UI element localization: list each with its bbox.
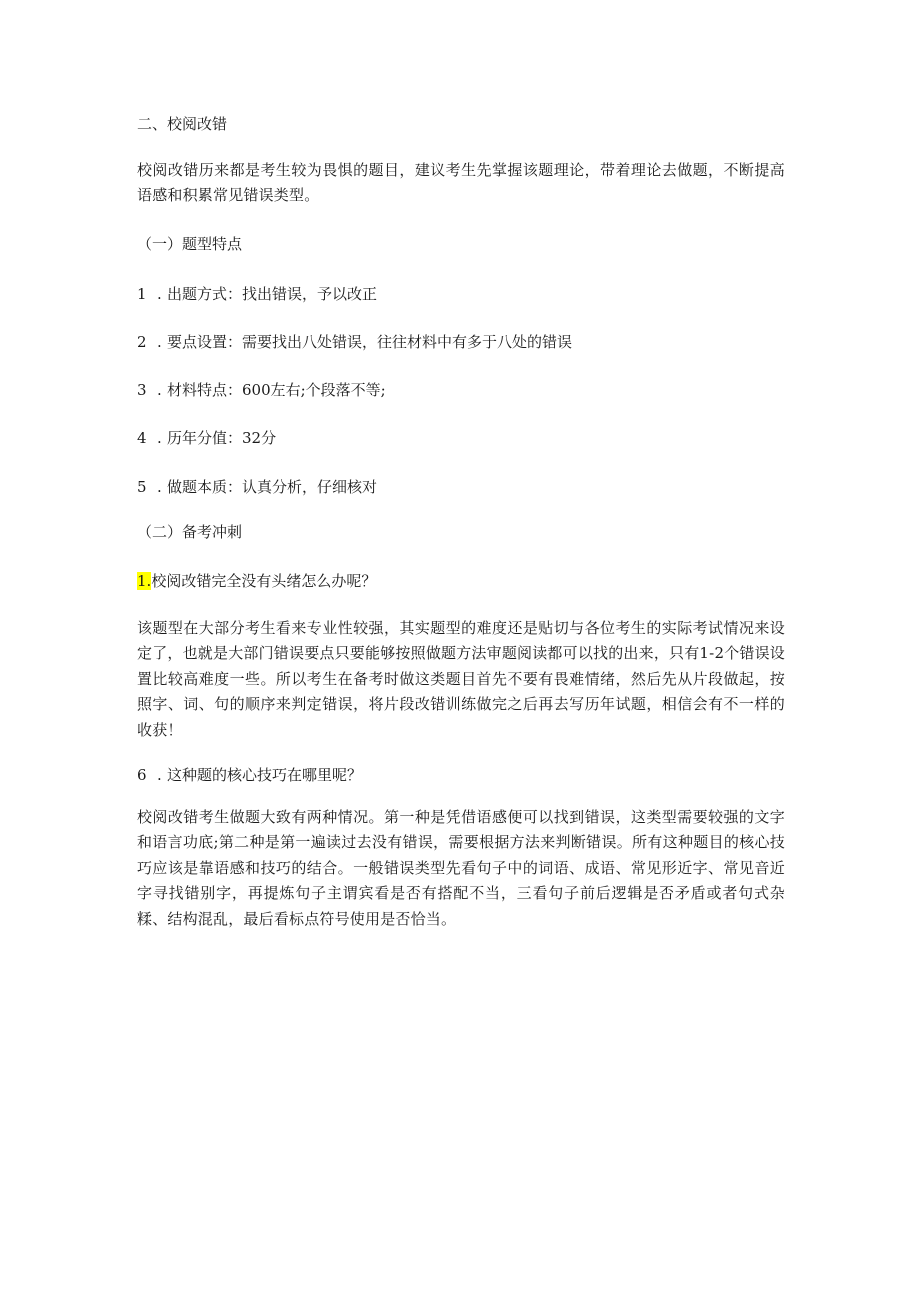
part1-heading: （一）题型特点 bbox=[137, 235, 243, 253]
feature-item bbox=[137, 428, 276, 448]
question-1-text: 校阅改错完全没有头绪怎么办呢？ bbox=[151, 572, 377, 590]
feature-text: 历年分值：32分 bbox=[167, 429, 277, 447]
feature-text: 要点设置：需要找出八处错误，往往材料中有多于八处的错误 bbox=[167, 333, 573, 351]
feature-text: 出题方式：找出错误，予以改正 bbox=[167, 285, 378, 303]
feature-number: 5 bbox=[137, 478, 147, 496]
feature-dot: . bbox=[157, 285, 162, 303]
question-2-dot: . bbox=[157, 766, 162, 784]
feature-number: 3 bbox=[137, 381, 147, 399]
answer-2-paragraph: 校阅改错考生做题大致有两种情况。第一种是凭借语感便可以找到错误，这类型需要较强的文字和语言功底;第二种是第一遍读过去没有错误，需要根据方法来判断错误。所有这种题目的核心技巧应该是靠语感和技巧的结合。一般错误类型先看句子中的词语、成语、常见形近字、常见音近字寻找错别字，再提炼句子主谓宾看是否有搭配不当，三看句子前后逻辑是否矛盾或者句式杂糅、结构混乱，最后看标点符号使用是否恰当。 bbox=[137, 808, 785, 928]
feature-number: 4 bbox=[137, 429, 147, 447]
feature-dot: . bbox=[157, 333, 162, 351]
feature-item bbox=[137, 380, 386, 400]
feature-dot: . bbox=[157, 381, 162, 399]
part2-heading: （二）备考冲刺 bbox=[137, 523, 243, 541]
highlighted-number: 1. bbox=[137, 572, 152, 590]
question-1 bbox=[137, 571, 376, 591]
question-2-text: 这种题的核心技巧在哪里呢？ bbox=[167, 766, 363, 784]
question-2 bbox=[137, 765, 362, 785]
feature-text: 做题本质：认真分析，仔细核对 bbox=[167, 478, 378, 496]
answer-1-paragraph: 该题型在大部分考生看来专业性较强，其实题型的难度还是贴切与各位考生的实际考试情况来设定了，也就是大部门错误要点只要能够按照做题方法审题阅读都可以找的出来，只有1-2个错误设置比较高难度一些。所以考生在备考时做这类题目首先不要有畏难情绪，然后先从片段做起，按照字、词、句的顺序来判定错误，将片段改错训练做完之后再去写历年试题，相信会有不一样的收获！ bbox=[137, 619, 785, 739]
feature-number: 2 bbox=[137, 333, 147, 351]
question-2-number: 6 bbox=[137, 766, 147, 784]
feature-number: 1 bbox=[137, 285, 147, 303]
feature-dot: . bbox=[157, 478, 162, 496]
feature-item bbox=[137, 477, 377, 497]
feature-item bbox=[137, 332, 572, 352]
feature-text: 材料特点：600左右;个段落不等; bbox=[167, 381, 386, 399]
feature-dot: . bbox=[157, 429, 162, 447]
feature-item bbox=[137, 284, 377, 304]
section-title: 二、校阅改错 bbox=[137, 115, 228, 133]
intro-paragraph: 校阅改错历来都是考生较为畏惧的题目，建议考生先掌握该题理论，带着理论去做题，不断提高语感和积累常见错误类型。 bbox=[137, 161, 785, 205]
